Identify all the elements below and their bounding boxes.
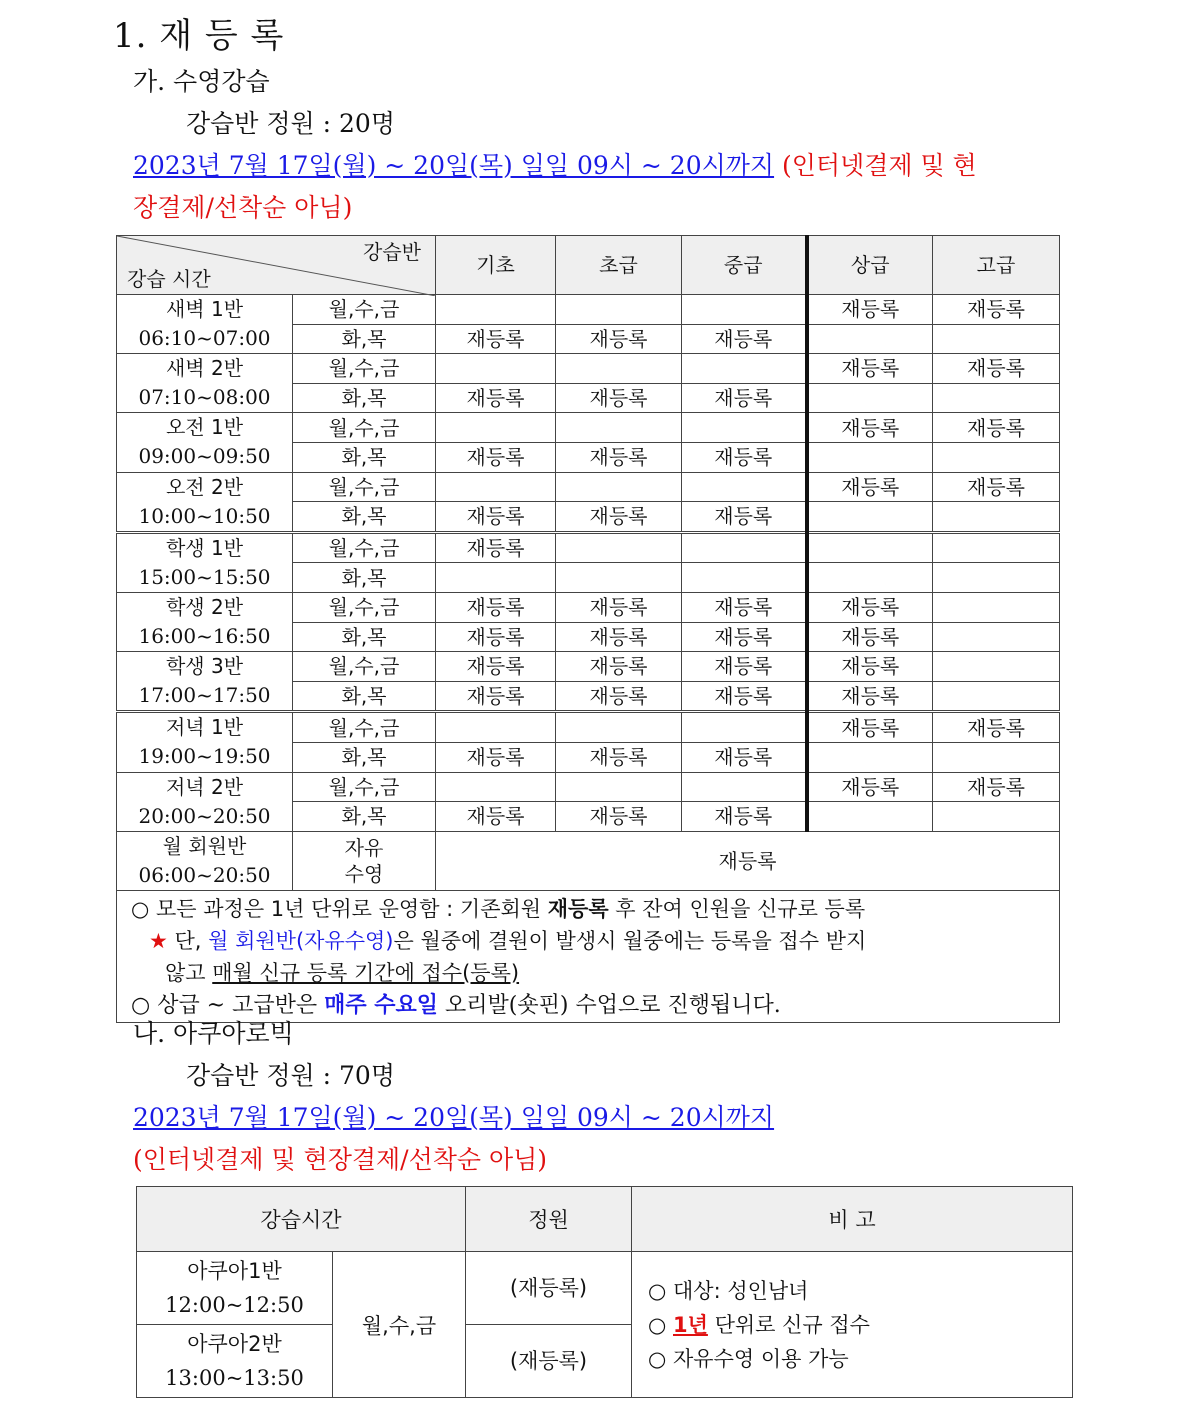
aqua-class-2 bbox=[137, 1325, 333, 1398]
status-cell: 재등록 bbox=[556, 502, 682, 533]
aqua-section-title: 나. 아쿠아로빅 bbox=[133, 1019, 294, 1048]
status-cell bbox=[933, 802, 1060, 832]
level-header: 기초 bbox=[436, 236, 556, 295]
day-cell: 월,수,금 bbox=[293, 592, 436, 622]
note-4-text: ○ 상급 ~ 고급반은 bbox=[131, 992, 325, 1018]
class-name: 저녁 2반 bbox=[165, 774, 244, 799]
status-cell: 재등록 bbox=[807, 413, 933, 443]
level-header: 초급 bbox=[556, 236, 682, 295]
status-cell bbox=[807, 383, 933, 413]
day-cell: 월,수,금 bbox=[293, 295, 436, 325]
class-time: 17:00~17:50 bbox=[138, 683, 271, 708]
class-name: 새벽 2반 bbox=[165, 356, 244, 381]
status-cell bbox=[682, 413, 807, 443]
status-cell bbox=[436, 295, 556, 325]
status-cell: 재등록 bbox=[436, 532, 556, 563]
status-cell: 재등록 bbox=[556, 652, 682, 682]
day-cell: 화,목 bbox=[293, 502, 436, 533]
note-line-1 bbox=[131, 893, 1049, 925]
status-cell bbox=[436, 354, 556, 384]
status-cell: 재등록 bbox=[556, 681, 682, 712]
swim-table-body bbox=[117, 295, 1060, 832]
status-cell bbox=[682, 354, 807, 384]
status-cell bbox=[682, 295, 807, 325]
aqua-header-time: 강습시간 bbox=[137, 1187, 466, 1252]
status-cell bbox=[807, 563, 933, 593]
status-cell: 재등록 bbox=[556, 622, 682, 652]
swim-period: 2023년 7월 17일(월) ~ 20일(목) 일일 09시 ~ 20시까지 bbox=[133, 151, 775, 180]
status-cell bbox=[807, 742, 933, 772]
status-cell: 재등록 bbox=[436, 383, 556, 413]
header-class-label: 강습반 bbox=[363, 240, 421, 264]
class-time-cell bbox=[117, 354, 293, 413]
monthly-day1: 자유 bbox=[344, 835, 384, 860]
aqua-remark-1: ○ 대상: 성인남녀 bbox=[648, 1278, 809, 1303]
status-cell bbox=[933, 592, 1060, 622]
status-cell: 재등록 bbox=[556, 802, 682, 832]
aqua-capacity-2: (재등록) bbox=[466, 1325, 632, 1398]
status-cell: 재등록 bbox=[556, 742, 682, 772]
status-cell: 재등록 bbox=[682, 622, 807, 652]
swim-notes bbox=[117, 890, 1060, 1022]
class-name: 오전 1반 bbox=[165, 415, 244, 440]
day-cell: 월,수,금 bbox=[293, 772, 436, 802]
status-cell bbox=[556, 413, 682, 443]
class-name: 학생 1반 bbox=[165, 535, 244, 560]
status-cell bbox=[807, 442, 933, 472]
status-cell: 재등록 bbox=[933, 712, 1060, 743]
swim-section-title: 가. 수영강습 bbox=[133, 67, 270, 96]
status-cell: 재등록 bbox=[682, 802, 807, 832]
swim-capacity: 강습반 정원 : 20명 bbox=[186, 109, 395, 138]
diagonal-header-cell bbox=[117, 236, 436, 295]
class-time: 10:00~10:50 bbox=[138, 503, 271, 528]
status-cell: 재등록 bbox=[436, 324, 556, 354]
status-cell: 재등록 bbox=[807, 772, 933, 802]
status-cell: 재등록 bbox=[807, 295, 933, 325]
note-4-rest: 오리발(숏핀) 수업으로 진행됩니다. bbox=[438, 992, 781, 1018]
status-cell bbox=[436, 413, 556, 443]
note-4-highlight: 매주 수요일 bbox=[324, 991, 439, 1018]
day-cell: 화,목 bbox=[293, 442, 436, 472]
day-cell: 화,목 bbox=[293, 563, 436, 593]
status-cell bbox=[556, 772, 682, 802]
status-cell: 재등록 bbox=[682, 324, 807, 354]
day-cell: 월,수,금 bbox=[293, 652, 436, 682]
status-cell: 재등록 bbox=[436, 802, 556, 832]
star-icon: ★ bbox=[149, 928, 168, 953]
status-cell bbox=[933, 324, 1060, 354]
status-cell: 재등록 bbox=[933, 772, 1060, 802]
status-cell: 재등록 bbox=[436, 622, 556, 652]
class-time-cell bbox=[117, 592, 293, 651]
status-cell bbox=[436, 472, 556, 502]
status-cell: 재등록 bbox=[807, 681, 933, 712]
class-name: 오전 2반 bbox=[165, 474, 244, 499]
status-cell: 재등록 bbox=[807, 622, 933, 652]
status-cell: 재등록 bbox=[807, 712, 933, 743]
aqua-class-2-name: 아쿠아2반 bbox=[187, 1332, 282, 1356]
status-cell bbox=[933, 652, 1060, 682]
day-cell: 화,목 bbox=[293, 383, 436, 413]
status-cell bbox=[807, 532, 933, 563]
status-cell bbox=[682, 532, 807, 563]
class-name: 저녁 1반 bbox=[165, 715, 244, 740]
class-time: 09:00~09:50 bbox=[138, 444, 271, 469]
note-2-text: 단, bbox=[167, 928, 209, 953]
swim-payment-note-a: (인터넷결제 및 현 bbox=[774, 151, 977, 180]
status-cell: 재등록 bbox=[807, 592, 933, 622]
swim-period-line bbox=[133, 146, 977, 182]
status-cell: 재등록 bbox=[682, 652, 807, 682]
status-cell: 재등록 bbox=[556, 383, 682, 413]
class-time: 16:00~16:50 bbox=[138, 624, 271, 649]
status-cell: 재등록 bbox=[682, 592, 807, 622]
status-cell bbox=[933, 681, 1060, 712]
day-cell: 화,목 bbox=[293, 742, 436, 772]
status-cell: 재등록 bbox=[556, 592, 682, 622]
day-cell: 화,목 bbox=[293, 802, 436, 832]
aqua-class-1 bbox=[137, 1252, 333, 1325]
monthly-class-time: 06:00~20:50 bbox=[138, 862, 271, 887]
note-3-text: 않고 bbox=[165, 960, 213, 985]
status-cell: 재등록 bbox=[436, 442, 556, 472]
status-cell: 재등록 bbox=[933, 413, 1060, 443]
note-3-underline: 매월 신규 등록 기간에 접수(등록) bbox=[212, 960, 520, 985]
monthly-class-name: 월 회원반 bbox=[162, 833, 247, 858]
class-time-cell bbox=[117, 652, 293, 712]
status-cell: 재등록 bbox=[556, 442, 682, 472]
status-cell: 재등록 bbox=[436, 592, 556, 622]
status-cell: 재등록 bbox=[933, 472, 1060, 502]
status-cell: 재등록 bbox=[807, 354, 933, 384]
level-header: 중급 bbox=[682, 236, 807, 295]
aqua-remark-2-rest: 단위로 신규 접수 bbox=[707, 1312, 870, 1337]
aqua-remark-2-highlight: 1년 bbox=[673, 1312, 708, 1337]
status-cell: 재등록 bbox=[436, 742, 556, 772]
class-time: 19:00~19:50 bbox=[138, 744, 271, 769]
level-header: 상급 bbox=[807, 236, 933, 295]
note-1-text: ○ 모든 과정은 1년 단위로 운영함 : 기존회원 bbox=[131, 896, 548, 921]
status-cell: 재등록 bbox=[436, 502, 556, 533]
aqua-class-1-name: 아쿠아1반 bbox=[187, 1259, 282, 1283]
day-cell: 월,수,금 bbox=[293, 472, 436, 502]
status-cell bbox=[682, 563, 807, 593]
aqua-remark-2-bullet: ○ bbox=[648, 1312, 673, 1337]
status-cell: 재등록 bbox=[556, 324, 682, 354]
aqua-payment-note: (인터넷결제 및 현장결제/선착순 아님) bbox=[133, 1145, 548, 1174]
aqua-table bbox=[136, 1186, 1073, 1398]
monthly-day-cell bbox=[293, 831, 436, 890]
day-cell: 월,수,금 bbox=[293, 354, 436, 384]
class-time: 07:10~08:00 bbox=[138, 385, 271, 410]
class-name: 학생 2반 bbox=[165, 595, 244, 620]
page-heading: 1. 재 등 록 bbox=[113, 16, 285, 56]
status-cell bbox=[556, 354, 682, 384]
class-name: 새벽 1반 bbox=[165, 297, 244, 322]
class-time-cell bbox=[117, 532, 293, 592]
class-time: 20:00~20:50 bbox=[138, 803, 271, 828]
aqua-days: 월,수,금 bbox=[333, 1252, 466, 1398]
status-cell bbox=[436, 563, 556, 593]
status-cell: 재등록 bbox=[933, 354, 1060, 384]
aqua-remarks bbox=[632, 1252, 1073, 1398]
aqua-class-1-time: 12:00~12:50 bbox=[165, 1293, 304, 1317]
aqua-header-remark: 비 고 bbox=[632, 1187, 1073, 1252]
class-time-cell bbox=[117, 295, 293, 354]
class-name: 학생 3반 bbox=[165, 654, 244, 679]
class-time-cell bbox=[117, 413, 293, 472]
note-1-bold: 재등록 bbox=[547, 896, 609, 921]
monthly-day2: 수영 bbox=[344, 861, 384, 886]
aqua-capacity: 강습반 정원 : 70명 bbox=[186, 1061, 395, 1090]
status-cell bbox=[556, 563, 682, 593]
aqua-remark-3: ○ 자유수영 이용 가능 bbox=[648, 1346, 849, 1371]
aqua-class-2-time: 13:00~13:50 bbox=[165, 1366, 304, 1390]
day-cell: 화,목 bbox=[293, 622, 436, 652]
note-line-3 bbox=[131, 957, 1049, 989]
status-cell bbox=[682, 712, 807, 743]
status-cell bbox=[933, 622, 1060, 652]
status-cell bbox=[436, 772, 556, 802]
header-time-label: 강습 시간 bbox=[127, 267, 211, 291]
status-cell: 재등록 bbox=[682, 742, 807, 772]
status-cell bbox=[556, 295, 682, 325]
day-cell: 월,수,금 bbox=[293, 413, 436, 443]
monthly-class-cell bbox=[117, 831, 293, 890]
status-cell: 재등록 bbox=[933, 295, 1060, 325]
status-cell: 재등록 bbox=[807, 652, 933, 682]
status-cell bbox=[933, 383, 1060, 413]
aqua-period: 2023년 7월 17일(월) ~ 20일(목) 일일 09시 ~ 20시까지 bbox=[133, 1103, 775, 1132]
class-time-cell bbox=[117, 472, 293, 532]
monthly-status: 재등록 bbox=[436, 831, 1060, 890]
status-cell bbox=[933, 742, 1060, 772]
status-cell bbox=[933, 502, 1060, 533]
status-cell: 재등록 bbox=[682, 442, 807, 472]
status-cell bbox=[807, 802, 933, 832]
class-time: 06:10~07:00 bbox=[138, 326, 271, 351]
day-cell: 월,수,금 bbox=[293, 712, 436, 743]
class-time-cell bbox=[117, 772, 293, 831]
status-cell bbox=[933, 532, 1060, 563]
status-cell: 재등록 bbox=[436, 681, 556, 712]
note-1-rest: 후 잔여 인원을 신규로 등록 bbox=[608, 896, 866, 921]
status-cell: 재등록 bbox=[807, 472, 933, 502]
status-cell bbox=[933, 442, 1060, 472]
status-cell: 재등록 bbox=[436, 652, 556, 682]
note-2-rest: 은 월중에 결원이 발생시 월중에는 등록을 접수 받지 bbox=[393, 928, 867, 953]
status-cell: 재등록 bbox=[682, 383, 807, 413]
status-cell bbox=[556, 472, 682, 502]
status-cell bbox=[682, 772, 807, 802]
note-line-2 bbox=[131, 925, 1049, 957]
swim-schedule-table bbox=[116, 235, 1060, 1023]
aqua-remark-2 bbox=[648, 1308, 1072, 1342]
day-cell: 월,수,금 bbox=[293, 532, 436, 563]
status-cell bbox=[682, 472, 807, 502]
class-time-cell bbox=[117, 712, 293, 772]
aqua-capacity-1: (재등록) bbox=[466, 1252, 632, 1325]
level-header: 고급 bbox=[933, 236, 1060, 295]
status-cell: 재등록 bbox=[682, 681, 807, 712]
day-cell: 화,목 bbox=[293, 324, 436, 354]
status-cell bbox=[933, 563, 1060, 593]
status-cell bbox=[807, 502, 933, 533]
aqua-header-capacity: 정원 bbox=[466, 1187, 632, 1252]
class-time: 15:00~15:50 bbox=[138, 564, 271, 589]
swim-payment-note-b: 장결제/선착순 아님) bbox=[133, 193, 353, 222]
status-cell bbox=[556, 712, 682, 743]
status-cell bbox=[556, 532, 682, 563]
status-cell: 재등록 bbox=[682, 502, 807, 533]
note-2-highlight: 월 회원반(자유수영) bbox=[208, 928, 394, 953]
day-cell: 화,목 bbox=[293, 681, 436, 712]
status-cell bbox=[436, 712, 556, 743]
status-cell bbox=[807, 324, 933, 354]
